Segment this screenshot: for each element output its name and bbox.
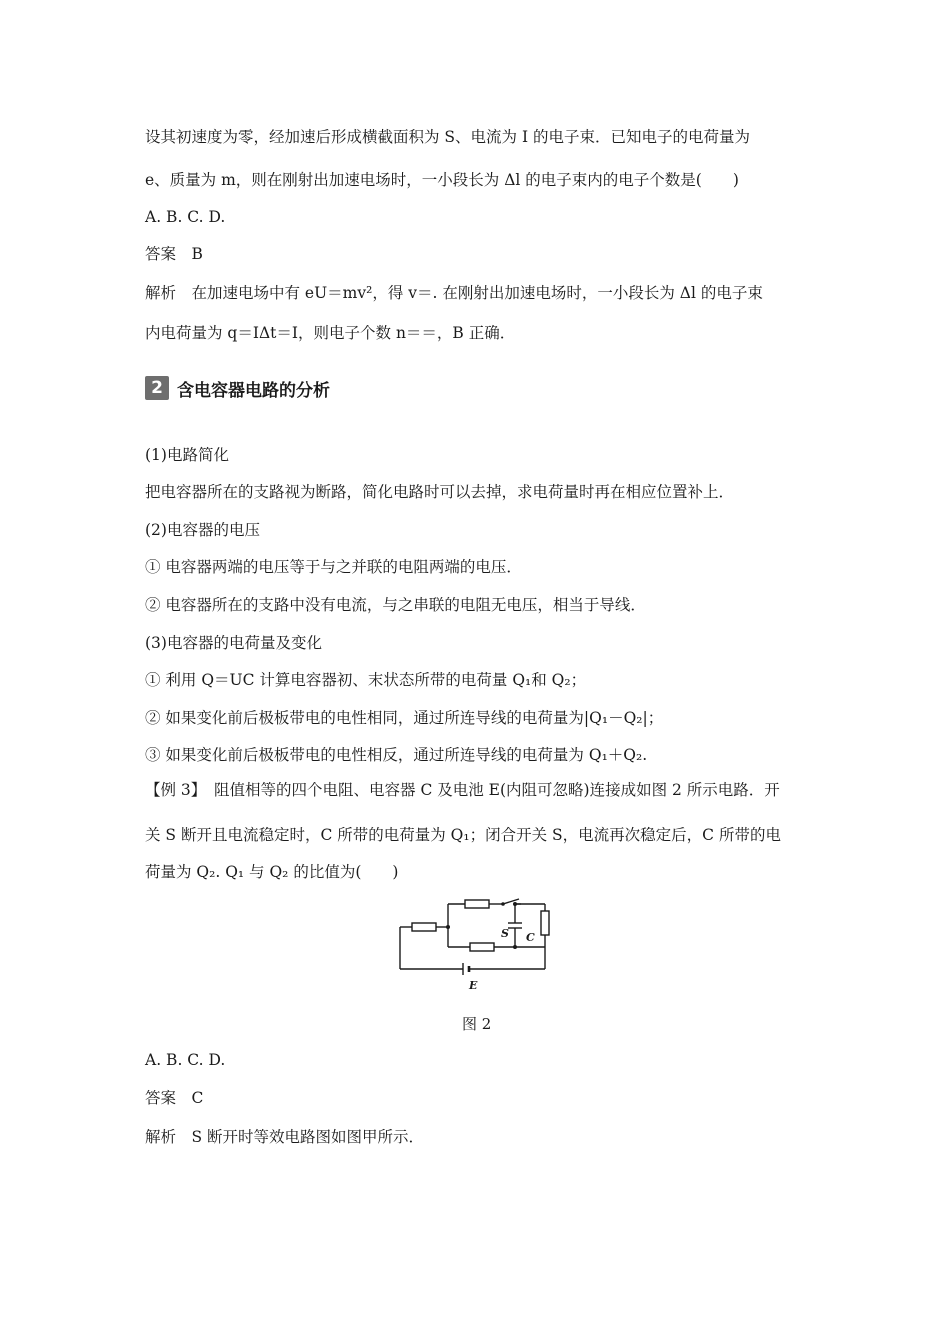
analysis-line: 内电荷量为 q＝IΔt＝I，则电子个数 n＝＝，B 正确． bbox=[145, 324, 516, 342]
text-line: e、质量为 m，则在刚射出加速电场时，一小段长为 Δl 的电子束内的电子个数是( ) bbox=[145, 171, 739, 189]
label-s: S bbox=[501, 927, 509, 940]
figure-caption: 图 2 bbox=[462, 1015, 492, 1033]
analysis-line: 解析 S 断开时等效电路图如图甲所示． bbox=[145, 1128, 425, 1146]
junction-dot bbox=[513, 902, 517, 906]
section-title: 含电容器电路的分析 bbox=[177, 380, 330, 401]
text-line: 设其初速度为零，经加速后形成横截面积为 S、电流为 I 的电子束．已知电子的电荷量为 bbox=[145, 128, 751, 146]
section-number-badge: 2 bbox=[145, 376, 169, 400]
resistor-right bbox=[541, 911, 549, 935]
analysis-line: 解析 在加速电场中有 eU＝mv²，得 v＝. 在刚射出加速电场时，一小段长为 Δl 的电子束 bbox=[145, 284, 763, 302]
label-e: E bbox=[469, 979, 478, 992]
answer: 答案 B bbox=[145, 245, 203, 263]
resistor-bottom bbox=[470, 943, 494, 951]
point-heading: (2)电容器的电压 bbox=[145, 521, 260, 539]
point-line: ② 电容器所在的支路中没有电流，与之串联的电阻无电压，相当于导线． bbox=[145, 596, 646, 614]
point-heading: (1)电路简化 bbox=[145, 446, 229, 464]
point-line: ② 如果变化前后极板带电的电性相同，通过所连导线的电荷量为|Q₁－Q₂|； bbox=[145, 709, 664, 727]
example-line: 【例 3】 阻值相等的四个电阻、电容器 C 及电池 E(内阻可忽略)连接成如图 2 所示电路．开 bbox=[145, 781, 780, 799]
resistor-left bbox=[412, 923, 436, 931]
junction-dot bbox=[446, 925, 450, 929]
junction-dot bbox=[513, 945, 517, 949]
label-c: C bbox=[526, 931, 535, 944]
point-line: ① 电容器两端的电压等于与之并联的电阻两端的电压． bbox=[145, 558, 522, 576]
point-heading: (3)电容器的电荷量及变化 bbox=[145, 634, 322, 652]
answer-options: A. B. C. D. bbox=[145, 1051, 226, 1069]
example-line: 关 S 断开且电流稳定时，C 所带的电荷量为 Q₁；闭合开关 S，电流再次稳定后，C 所带的电 bbox=[145, 826, 781, 844]
point-line: ③ 如果变化前后极板带电的电性相反，通过所连导线的电荷量为 Q₁＋Q₂. bbox=[145, 746, 648, 764]
point-line: ① 利用 Q＝UC 计算电容器初、末状态所带的电荷量 Q₁和 Q₂； bbox=[145, 671, 587, 689]
circuit-diagram bbox=[395, 893, 565, 995]
answer-options: A. B. C. D. bbox=[145, 208, 226, 226]
section-header bbox=[145, 375, 330, 401]
example-line: 荷量为 Q₂. Q₁ 与 Q₂ 的比值为( ) bbox=[145, 863, 399, 881]
switch-contact bbox=[501, 902, 505, 906]
resistor-top bbox=[465, 900, 489, 908]
answer: 答案 C bbox=[145, 1089, 204, 1107]
point-line: 把电容器所在的支路视为断路，简化电路时可以去掉，求电荷量时再在相应位置补上． bbox=[145, 483, 735, 501]
